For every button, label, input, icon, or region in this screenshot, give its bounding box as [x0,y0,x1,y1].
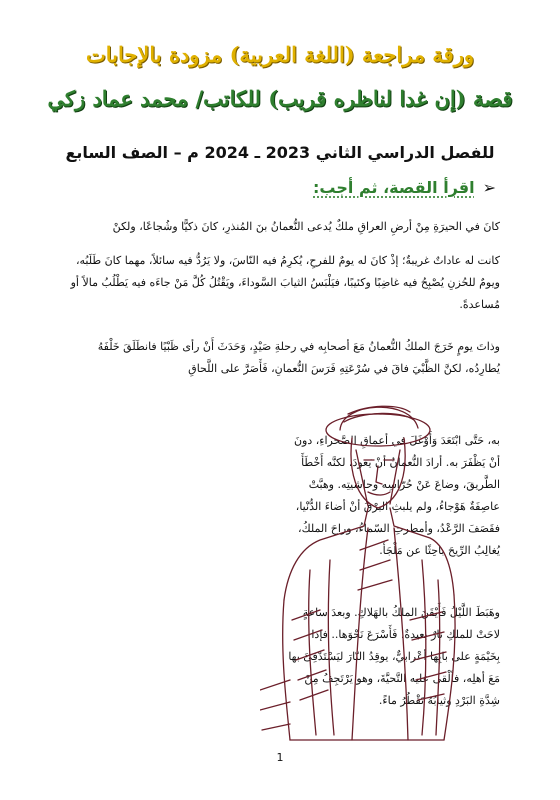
story-paragraph-2: كانت له عاداتٌ غريبةٌ؛ إذْ كانَ له يومٌ للفرحِ، يُكرِمُ فيه النّاسَ، ولا يَرُدُّ فيه سائلاً، مهما كانَ طَلَبُه، ويومٌ للحُزنِ يُصْبِحُ فيه غاضِبًا وكئيبًا، فيَلْبَسُ الثيابَ السَّوداءَ، ويَقْتُلُ كُلَّ مَنْ جاءَه فيه يَطْلُبُ مالاً أو مُساعدةً. [70,254,500,311]
read-instruction [313,178,496,197]
worksheet-title: ورقة مراجعة (اللغة العربية) مزودة بالإجابات [86,42,474,67]
story-paragraph-3: وذاتَ يومٍ خَرَجَ الملكُ النُّعمانُ مَعَ أصحابِه في رحلةِ صَيْدٍ، وَحَدَثَ أَنْ رأى ظَبْيًا فانطَلَقَ خَلْفَهُ يُطارِدُه، لكنَّ الظَّبْيَ فاقَ في سُرْعَتِهِ فَرَسَ النُّعمانِ، فَأَصَرَّ على اللَّحاقِ [97,340,500,375]
term-grade-line: للفصل الدراسي الثاني 2023 ـ 2024 م – الصف السابع [65,143,495,162]
bedouin-illustration [260,390,465,750]
story-paragraph-4: به، حَتَّى ابْتَعَدَ وَأَوْغَلَ في أعماقِ الصَّحراءِ، دونَ أنْ يَظْفَرَ به. أرادَ النُّعمانُ أنْ يَعودَ، لكنَّه أَخْطَأَ الطَّريقَ، وضاعَ عَنْ حُرّاسِه وحاشيتِه. وهبَّتْ عاصِفَةٌ هَوْجاءُ، ولم يلبثِ البرْقُ أنْ أضاءَ الدُّنْيا، فقَصَفَ الرَّعْدُ، وأمطرتِ السّماءُ، وراحَ الملكُ، يُغالِبُ الرِّيحَ باحِثًا عن مَلْجَأ. [293,434,500,557]
instruction-text: اقرأ القصة، ثم أجب: [313,178,475,197]
page-number: 1 [276,751,284,764]
story-paragraph-5: وهَبَطَ اللَّيْلُ فَأَيْقَنَ الملكُ بالهَلاكِ. وبعدَ ساعةٍ لاحَتْ للملكِ نارٌ بعيدةٌ، فَأَسْرَعَ نَحْوَها.. فإذا بِخَيْمَةٍ على بابِها أعْرابيٌّ، يوقِدُ النّارَ ليَسْتَدْفِئَ بها مَعَ أهلِه، فألْقى عليه التَّحيَّةَ، وهو يَرْتَجِفُ مِنْ شِدَّةِ البَرْدِ وثيابُهُ تَقْطُرُ ماءً. [288,606,500,707]
arrow-bullet-icon: ➢ [482,178,496,197]
story-paragraph-1: كانَ في الحيرَةِ مِنْ أرضِ العراقِ ملكٌ يُدعى النُّعمانُ بنَ المُنذرِ، كانَ ذكيًّا وشُجاعًا، ولكنْ [112,220,500,233]
story-title: قصة (إن غدا لناظره قريب) للكاتب/ محمد عماد زكي [47,86,513,111]
